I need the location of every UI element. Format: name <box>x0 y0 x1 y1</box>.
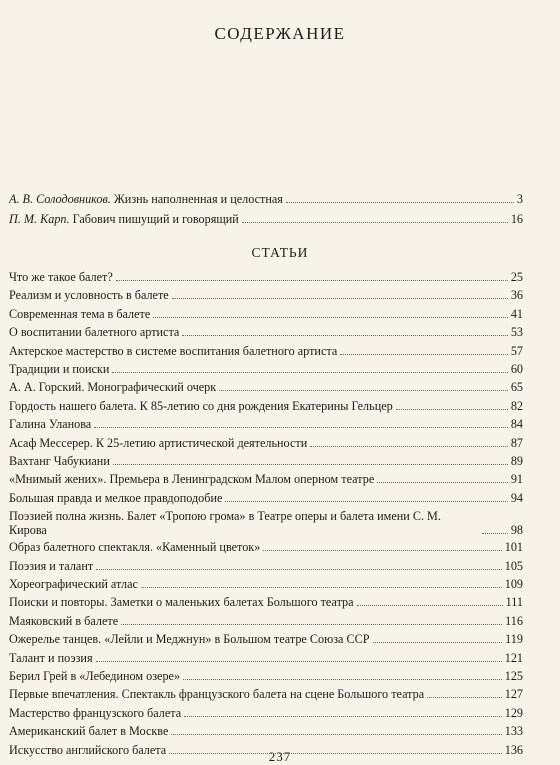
dot-leader <box>169 753 502 754</box>
toc-entry <box>9 434 523 450</box>
toc-entry-page: 25 <box>510 270 523 284</box>
toc-entry-title: Гордость нашего балета. К 85-летию со дня рождения Екатерины Гельцер <box>9 398 393 413</box>
toc-entry-title: А. А. Горский. Монографический очерк <box>9 380 217 395</box>
toc-entry <box>9 489 523 505</box>
toc-entry-title: Галина Уланова <box>9 417 92 432</box>
toc-entry-page: 65 <box>510 380 523 395</box>
dot-leader <box>94 427 508 428</box>
toc-entry <box>9 342 523 358</box>
toc-entry-title: Большая правда и мелкое правдоподобие <box>9 490 223 505</box>
toc-entry-page: 119 <box>505 632 523 647</box>
toc-entry-title: Габович пишущий и говорящий <box>69 212 239 226</box>
toc-entry <box>9 612 523 628</box>
toc-entry-title: Маяковский в балете <box>9 613 119 628</box>
toc-entry <box>9 470 523 486</box>
toc-entry <box>9 378 523 394</box>
toc-entry <box>9 685 523 701</box>
toc-entry <box>9 210 523 226</box>
toc-entry <box>9 452 523 468</box>
page-title: СОДЕРЖАНИЕ <box>214 24 346 43</box>
toc-entry <box>9 286 523 302</box>
toc-entry-author: А. В. Солодовников. <box>9 192 111 206</box>
dot-leader <box>225 501 507 502</box>
dot-leader <box>184 716 502 717</box>
dot-leader <box>121 624 502 625</box>
toc-entry <box>9 415 523 431</box>
dot-leader <box>116 280 508 281</box>
toc-entry <box>9 397 523 413</box>
toc-entry-page: 127 <box>504 687 523 702</box>
toc-entry-page: 16 <box>510 212 523 226</box>
toc-entry <box>9 649 523 665</box>
dot-leader <box>396 409 508 410</box>
dot-leader <box>427 697 502 698</box>
toc-entry-title: Вахтанг Чабукиани <box>9 454 110 468</box>
toc-entry-page: 41 <box>510 306 523 321</box>
dot-leader <box>96 569 502 570</box>
toc-entry <box>9 722 523 738</box>
toc-entry <box>9 593 523 609</box>
dot-leader <box>171 734 501 735</box>
toc-entry-title: Актерское мастерство в системе воспитания балетного артиста <box>9 343 338 358</box>
toc-entry-page: 136 <box>504 742 523 757</box>
toc-entry-page: 101 <box>504 540 523 555</box>
dot-leader <box>377 482 508 483</box>
toc-entry-title: Реализм и условность в балете <box>9 288 169 303</box>
page-number: 237 <box>268 749 292 764</box>
toc-entry-page: 60 <box>510 362 523 376</box>
toc-entry-page: 89 <box>510 454 523 468</box>
toc-entry-page: 57 <box>510 343 523 358</box>
toc-entry-title: Поиски и повторы. Заметки о маленьких балетах Большого театра <box>9 595 354 610</box>
toc-entry-title: Современная тема в балете <box>9 306 151 321</box>
toc-entry-page: 133 <box>504 724 523 739</box>
dot-leader <box>172 298 508 299</box>
toc-entry <box>9 323 523 339</box>
toc-entry <box>9 305 523 321</box>
toc-entry-label <box>9 192 283 206</box>
toc-entry <box>9 667 523 683</box>
toc-entry <box>9 630 523 646</box>
toc-entry-title: О воспитании балетного артиста <box>9 325 180 340</box>
toc-entry-page: 3 <box>516 192 523 206</box>
section-title: СТАТЬИ <box>251 245 309 260</box>
toc-entry-author: П. М. Карп. <box>9 212 70 226</box>
toc-entry-title: Асаф Мессерер. К 25-летию артистической деятельности <box>9 435 308 450</box>
dot-leader <box>310 446 508 447</box>
toc-entry <box>9 507 523 537</box>
dot-leader <box>286 202 514 203</box>
toc-entry-title: Ожерелье танцев. «Лейли и Меджнун» в Большом театре Союза ССР <box>9 632 370 647</box>
toc-entry-title: Поэзия и талант <box>9 558 94 573</box>
toc-entry <box>9 704 523 720</box>
toc-entry-page: 105 <box>504 558 523 573</box>
toc-entry-title: Американский балет в Москве <box>9 724 169 739</box>
toc-entry-page: 111 <box>505 595 523 610</box>
toc-entry-title: Берил Грей в «Лебедином озере» <box>9 669 181 683</box>
dot-leader <box>113 464 508 465</box>
toc-entry-title: Талант и поэзия <box>9 650 93 665</box>
toc-entry <box>9 360 523 376</box>
toc-entry-title: Что же такое балет? <box>9 270 113 284</box>
dot-leader <box>141 587 502 588</box>
toc-entry <box>9 538 523 554</box>
toc-entry-page: 109 <box>504 577 523 591</box>
dot-leader <box>242 222 508 223</box>
toc-entry-label <box>9 212 239 226</box>
toc-entry-title: Образ балетного спектакля. «Каменный цветок» <box>9 540 261 555</box>
toc-entry <box>9 741 523 757</box>
toc-entry-title: Поэзией полна жизнь. Балет «Тропою грома» в Театре оперы и балета имени С. М. Кирова <box>9 509 441 538</box>
dot-leader <box>357 605 503 606</box>
toc-entry-page: 53 <box>510 325 523 340</box>
dot-leader <box>183 679 502 680</box>
toc-entry <box>9 268 523 284</box>
dot-leader <box>263 550 501 551</box>
dot-leader <box>153 317 508 318</box>
dot-leader <box>340 354 508 355</box>
toc-entry-page: 129 <box>504 705 523 720</box>
toc-entry <box>9 190 523 206</box>
toc-entry-page: 116 <box>505 613 523 628</box>
toc-entry-title: Мастерство французского балета <box>9 705 182 720</box>
toc-entry-page: 91 <box>510 472 523 487</box>
toc-entry-page: 94 <box>510 490 523 505</box>
toc-entry-title: Первые впечатления. Спектакль французского балета на сцене Большого театра <box>9 687 425 702</box>
toc-entry-page: 84 <box>510 417 523 432</box>
toc-entry-page: 36 <box>510 288 523 303</box>
toc-entry-page: 98 <box>510 523 523 538</box>
toc-entry-page: 82 <box>510 398 523 413</box>
dot-leader <box>182 335 507 336</box>
dot-leader <box>373 642 503 643</box>
dot-leader <box>482 533 508 534</box>
dot-leader <box>96 661 502 662</box>
toc-entry-title: Хореографический атлас <box>9 577 138 591</box>
toc-entry <box>9 557 523 573</box>
toc-entry-title: Искусство английского балета <box>9 742 167 757</box>
toc-entry-title: Традиции и поиски <box>9 362 110 376</box>
toc-entry-title: Жизнь наполненная и целостная <box>110 192 283 206</box>
toc-entry <box>9 575 523 591</box>
toc-entry-title: «Мнимый жених». Премьера в Ленинградском Малом оперном театре <box>9 472 375 487</box>
dot-leader <box>219 390 508 391</box>
toc-entry-page: 121 <box>504 650 523 665</box>
dot-leader <box>112 372 507 373</box>
toc-entry-page: 87 <box>510 435 523 450</box>
toc-entry-page: 125 <box>504 669 523 683</box>
